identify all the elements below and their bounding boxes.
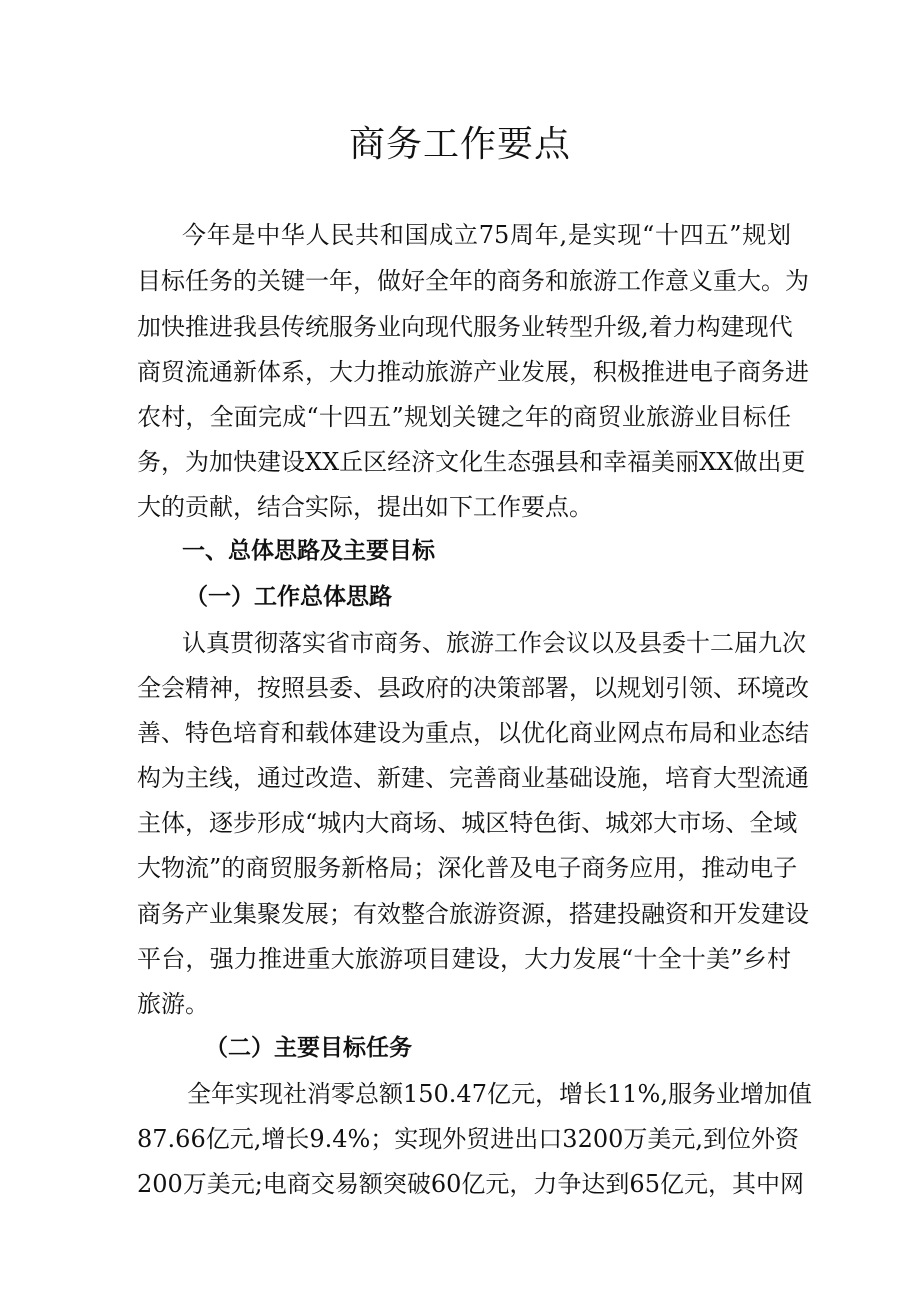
sub1-line-5: 主体，逐步形成“城内大商场、城区特色街、城郊大市场、全域 — [137, 809, 798, 837]
sub2-line-2: 87.66亿元,增长9.4%；实现外贸进出口3200万美元,到位外资 — [137, 1125, 800, 1153]
subsection-heading-2: （二）主要目标任务 — [205, 1034, 412, 1061]
intro-line-4: 商贸流通新体系，大力推动旅游产业发展，积极推进电子商务进 — [137, 358, 809, 386]
intro-line-3: 加快推进我县传统服务业向现代服务业转型升级,着力构建现代 — [137, 313, 793, 341]
subsection-heading-1: （一）工作总体思路 — [185, 583, 392, 610]
intro-line-7: 大的贡献，结合实际，提出如下工作要点。 — [137, 493, 593, 521]
sub1-line-9: 旅游。 — [137, 990, 209, 1018]
sub1-line-7: 商务产业集聚发展；有效整合旅游资源，搭建投融资和开发建设 — [137, 900, 809, 928]
sub2-line-1: 全年实现社消零总额150.47亿元，增长11%,服务业增加值 — [187, 1080, 812, 1108]
sub1-line-8: 平台，强力推进重大旅游项目建设，大力发展“十全十美”乡村 — [137, 945, 791, 973]
sub1-line-2: 全会精神，按照县委、县政府的决策部署，以规划引领、环境改 — [137, 674, 809, 702]
intro-line-1: 今年是中华人民共和国成立75周年,是实现“十四五”规划 — [182, 221, 791, 249]
sub1-line-4: 构为主线，通过改造、新建、完善商业基础设施，培育大型流通 — [137, 764, 809, 792]
intro-line-5: 农村，全面完成“十四五”规划关键之年的商贸业旅游业目标任 — [137, 403, 791, 431]
sub2-line-3: 200万美元;电商交易额突破60亿元，力争达到65亿元，其中网 — [137, 1170, 804, 1198]
sub1-line-1: 认真贯彻落实省市商务、旅游工作会议以及县委十二届九次 — [182, 629, 806, 657]
document-title: 商务工作要点 — [348, 124, 571, 165]
sub1-line-3: 善、特色培育和载体建设为重点，以优化商业网点布局和业态结 — [137, 719, 809, 747]
intro-line-2: 目标任务的关键一年，做好全年的商务和旅游工作意义重大。为 — [137, 267, 809, 295]
section-heading-1: 一、总体思路及主要目标 — [182, 537, 435, 564]
sub1-line-6: 大物流”的商贸服务新格局；深化普及电子商务应用，推动电子 — [137, 854, 798, 882]
intro-line-6: 务，为加快建设XX丘区经济文化生态强县和幸福美丽XX做出更 — [137, 448, 806, 476]
